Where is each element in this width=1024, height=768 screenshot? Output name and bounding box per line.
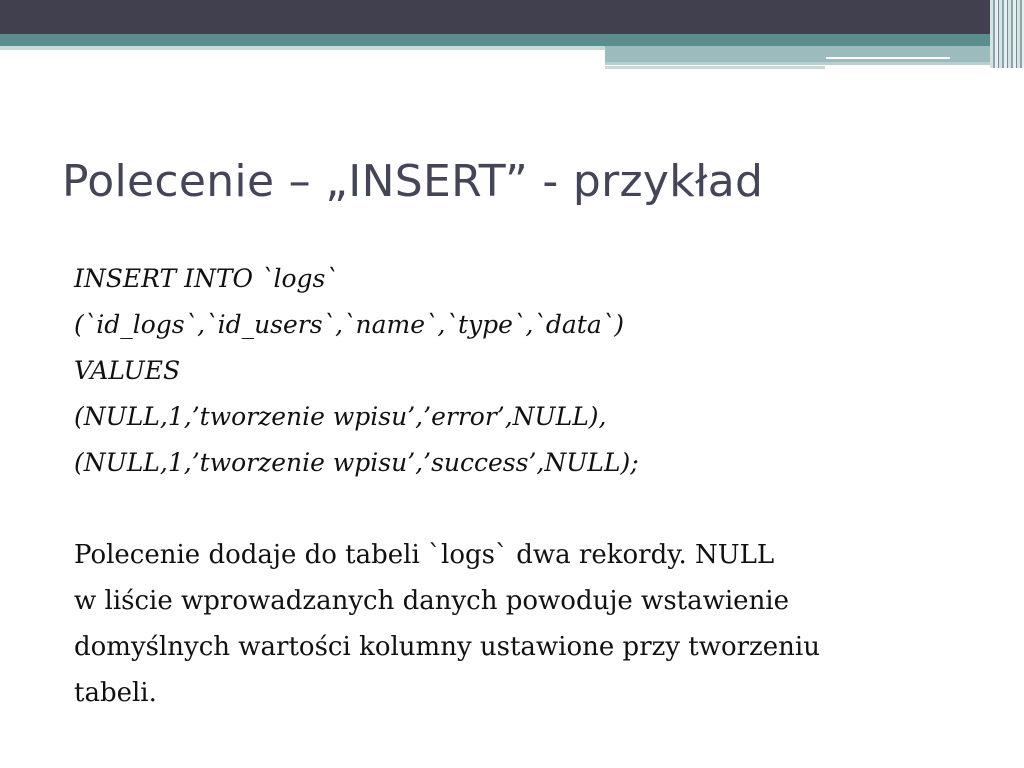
description-line: tabeli. (74, 678, 157, 708)
sql-line: INSERT INTO `logs` (74, 264, 338, 293)
spacer (74, 486, 974, 532)
sql-line: (`id_logs`,`id_users`,`name`,`type`,`data`) (74, 310, 625, 339)
slide-title: Polecenie – „INSERT” - przykład (62, 156, 764, 207)
header-dark-band (0, 0, 1024, 34)
header-right-block (605, 46, 1024, 62)
header-light-line (0, 46, 605, 50)
description-line: domyślnych wartości kolumny ustawione przy tworzeniu (74, 632, 820, 662)
description-paragraph (74, 532, 974, 716)
description-line: w liście wprowadzanych danych powoduje wstawienie (74, 586, 790, 616)
sql-line: (NULL,1,’tworzenie wpisu’,’error’,NULL), (74, 402, 607, 431)
description-line: Polecenie dodaje do tabeli `logs` dwa rekordy. NULL (74, 540, 775, 570)
header-vertical-stripes (990, 0, 1024, 68)
sql-line: VALUES (74, 356, 181, 385)
header-right-highlight (826, 57, 950, 59)
slide-body (74, 256, 974, 716)
header-teal-band (0, 34, 1024, 46)
sql-code-block (74, 256, 974, 486)
sql-line: (NULL,1,’tworzenie wpisu’,’success’,NULL); (74, 448, 639, 477)
header-right-line (605, 62, 1024, 65)
header-right-line-short (605, 66, 825, 69)
